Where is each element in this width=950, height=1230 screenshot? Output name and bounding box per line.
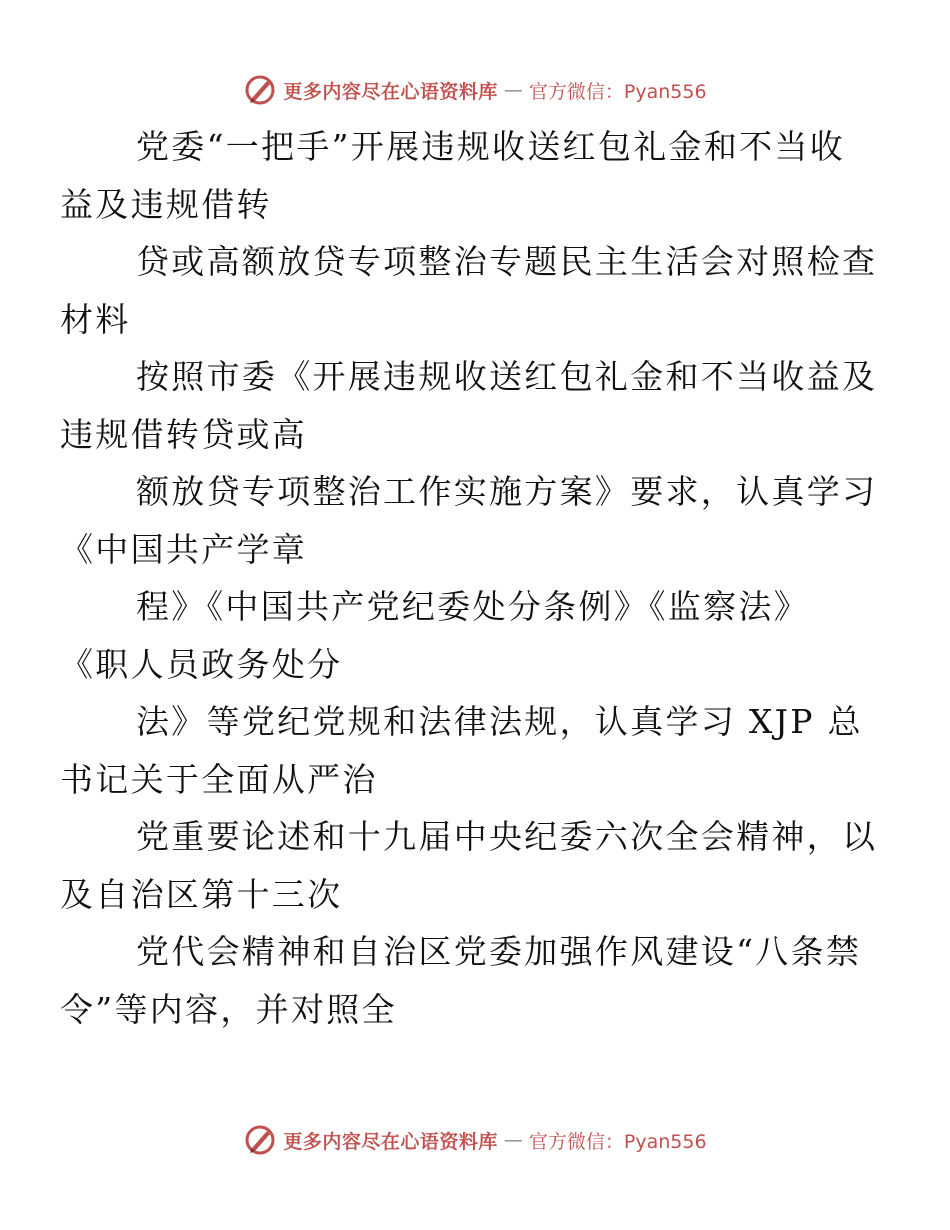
footer-watermark xyxy=(0,1120,950,1160)
paragraph-line: 党委“一把手”开展违规收送红包礼金和不当收 xyxy=(136,127,846,166)
watermark-title: 更多内容尽在心语资料库 xyxy=(283,80,498,103)
paragraph-line: 令”等内容，并对照全 xyxy=(60,989,397,1029)
paragraph-line: 贷或高额放贷专项整治专题民主生活会对照检查 xyxy=(136,242,878,281)
pen-logo-icon xyxy=(243,73,277,107)
paragraph-line: 《中国共产学章 xyxy=(60,529,308,569)
paragraph-line: 益及违规借转 xyxy=(60,184,272,224)
watermark-separator: — xyxy=(503,1129,523,1151)
paragraph-line: 书记关于全面从严治 xyxy=(60,759,378,799)
paragraph-line: 党代会精神和自治区党委加强作风建设“八条禁 xyxy=(136,932,862,971)
paragraph-line: 程》《中国共产党纪委处分条例》《监察法》 xyxy=(136,587,809,626)
paragraph-5 xyxy=(60,578,858,693)
paragraph-8 xyxy=(60,923,862,1038)
paragraph-line: 法》等党纪党规和法律法规，认真学习 XJP 总 xyxy=(136,702,863,741)
header-watermark xyxy=(0,70,950,110)
pen-logo-icon xyxy=(243,1123,277,1157)
watermark-separator: — xyxy=(503,79,523,101)
paragraph-2 xyxy=(60,233,878,348)
paragraph-6 xyxy=(60,693,863,808)
watermark-contact: 官方微信：Pyan556 xyxy=(528,80,707,103)
paragraph-7 xyxy=(60,808,878,923)
paragraph-line: 党重要论述和十九届中央纪委六次全会精神，以 xyxy=(136,817,878,856)
watermark-contact: 官方微信：Pyan556 xyxy=(528,1130,707,1153)
paragraph-line: 材料 xyxy=(60,299,131,339)
paragraph-1 xyxy=(60,118,858,233)
paragraph-line: 违规借转贷或高 xyxy=(60,414,308,454)
paragraph-line: 按照市委《开展违规收送红包礼金和不当收益及 xyxy=(136,357,878,396)
paragraph-line: 额放贷专项整治工作实施方案》要求，认真学习 xyxy=(136,472,878,511)
watermark-title: 更多内容尽在心语资料库 xyxy=(283,1130,498,1153)
paragraph-3 xyxy=(60,348,878,463)
document-body xyxy=(60,118,878,1038)
paragraph-4 xyxy=(60,463,878,578)
paragraph-line: 及自治区第十三次 xyxy=(60,874,343,914)
paragraph-line: 《职人员政务处分 xyxy=(60,644,343,684)
